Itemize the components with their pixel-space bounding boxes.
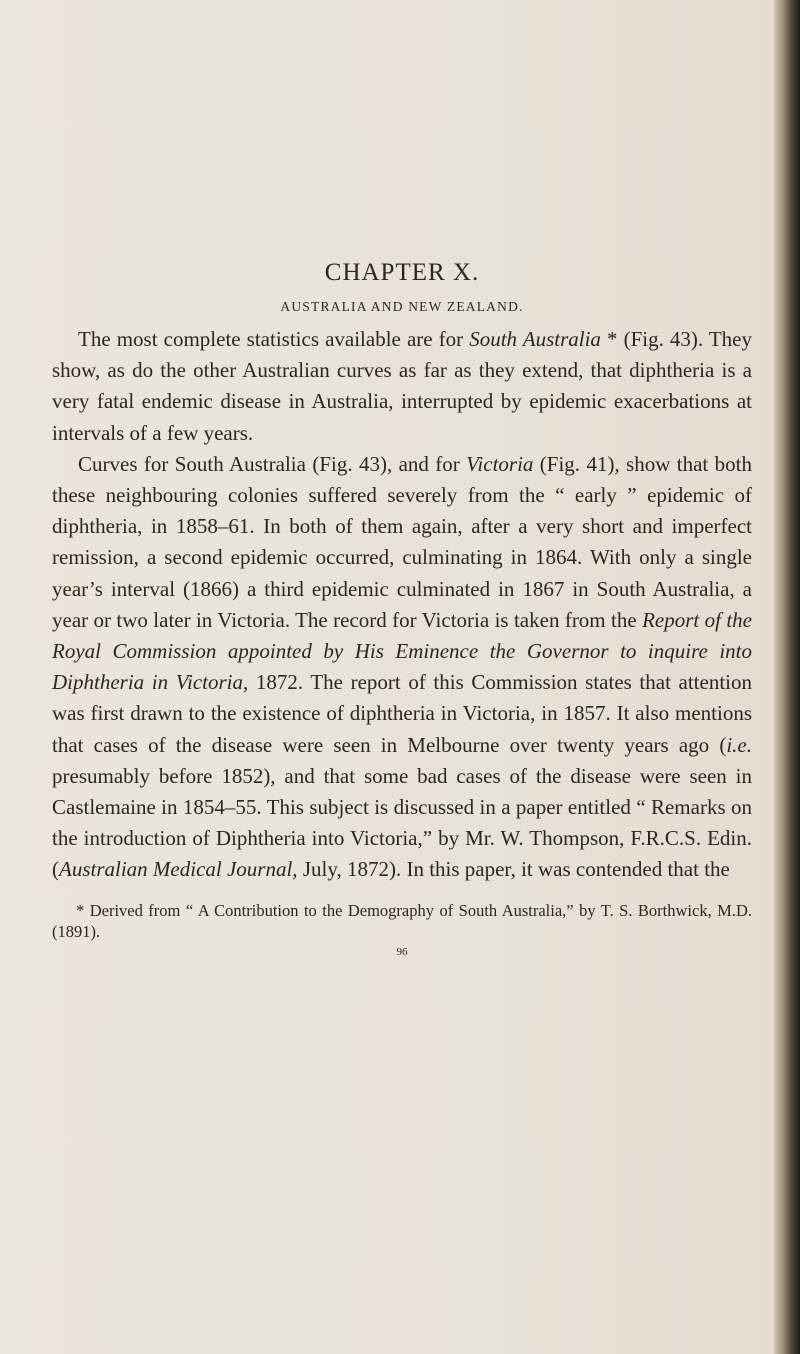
italic-segment: Victoria [466, 451, 534, 476]
text-segment: July, 1872). In this paper, it was contended that the [297, 857, 730, 882]
text-segment: 1872. The report of this Commission states that attention was first drawn to the existence of diphtheria in Victoria, in 1857. It also mentions that cases of the disease were seen in Melbourne over twenty years ago ( [52, 670, 753, 757]
text-segment: (Fig. 41), show that both these neighbouring colonies suffered severely from the “ early ” epidemic of diphtheria, in 1858–61. In both of them again, after a very short and imperfect remission, a second epidemic occurred, culminating in 1864. With only a single year’s interval (1866) a third epidemic culminated in 1867 in South Australia, a year or two later in Victoria. The record for Victoria is taken from the [52, 451, 752, 632]
chapter-title: CHAPTER X. [324, 259, 480, 286]
section-title: AUSTRALIA AND NEW ZEALAND. [280, 299, 524, 314]
page-binding-edge [774, 0, 800, 1354]
italic-segment: South Australia [469, 327, 601, 351]
italic-segment: i.e. [726, 732, 752, 757]
page-number: 96 [396, 945, 408, 958]
document-content [52, 258, 752, 958]
text-segment: Curves for South Australia (Fig. 43), and for [78, 451, 467, 476]
paragraph-1 [52, 324, 752, 449]
italic-segment: Australian Medical Journal, [59, 857, 298, 882]
text-segment: * (Fig. 43). They show, as do the other Australian curves as far as they extend, that diphtheria is a very fatal endemic disease in Australia, interrupted by epidemic exacerbations at intervals of a few years. [52, 327, 752, 445]
text-segment: The most complete statistics available are for [78, 327, 470, 351]
footnote-text: * Derived from “ A Contribution to the Demography of South Australia,” by T. S. Borthwick, M.D. (1891). [52, 900, 752, 941]
body-text [52, 324, 752, 886]
italic-segment: Report of the Royal Commission appointed by His Eminence the Governor to inquire into Diphtheria in Victoria, [52, 607, 752, 695]
footnote [52, 900, 752, 942]
text-segment: presumably before 1852), and that some bad cases of the disease were seen in Castlemaine in 1854–55. This subject is discussed in a paper entitled “ Remarks on the introduction of Diphtheria into Victoria,” by Mr. W. Thompson, F.R.C.S. Edin. ( [52, 763, 752, 882]
paragraph-2 [52, 449, 752, 886]
